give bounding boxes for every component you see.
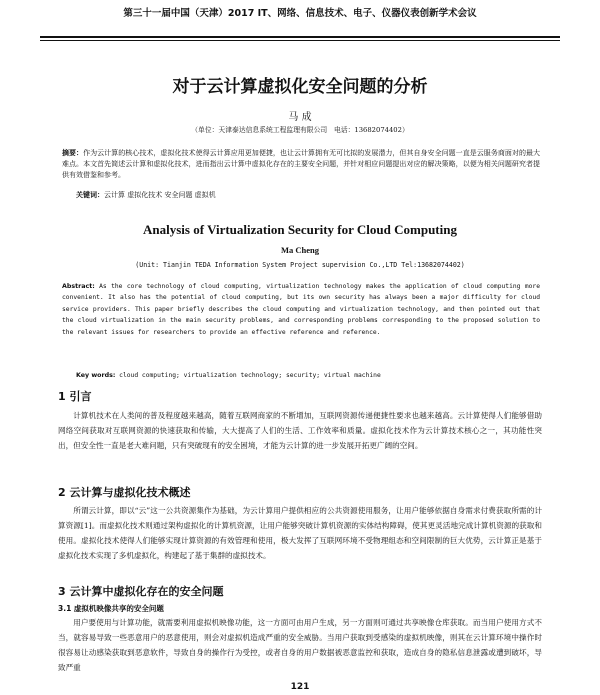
abstract-en-text: As the core technology of cloud computing, virtualization technology makes the application of cloud computing more convenient. It also has the potential of cloud computing, but its own security has always been a major difficulty for cloud service providers. This paper briefly describes the cloud computing and virtualization technology, and then pointed out that the cloud virtualization in the main security problems, and corresponding problems corresponding to the proposed solution to the relevant issues for researchers to provide an effective reference and reference.: [62, 283, 540, 336]
keywords-en: [76, 370, 546, 381]
header-rule: [40, 36, 560, 41]
affiliation-en: (Unit: Tianjin TEDA Information System Project supervision Co.,LTD Tel:13682074402): [135, 261, 465, 269]
abstract-cn-text: 作为云计算的核心技术，虚拟化技术使得云计算应用更加便捷，也让云计算拥有无可比拟的发展潜力，但其自身安全问题一直是云服务商面对的最大难点。本文首先简述云计算和虚拟化技术，进而指出云计算中虚拟化存在的主要安全问题，并针对相应问题提出对应的解决策略，以便为相关问题研究者提供有效借鉴和参考。: [62, 149, 541, 179]
abstract-en: [62, 281, 540, 338]
paper-title-en: Analysis of Virtualization Security for Cloud Computing: [143, 222, 457, 237]
author-cn: 马 成: [288, 112, 312, 123]
author-en: Ma Cheng: [280, 245, 319, 255]
section-2-paragraph: 所谓云计算，即以“云”这一公共资源集作为基础，为云计算用户提供相应的公共资源使用服务，让用户能够依据自身需求付费获取所需的计算资源[1]。而虚拟化技术则通过架构虚拟化的计算机资源，让用户能够突破计算机资源的实体结构障碍，使其更灵活地完成计算机资源的获取和使用。虚拟化技术使得人们能够实现计算资源的有效管理和使用，极大发挥了互联网环境不受物理组态和空间限制的巨大优势，云计算正是基于虚拟化技术实现了多机虚拟化，构建起了基于集群的虚拟技术。: [58, 506, 542, 560]
keywords-en-label: Key words:: [76, 372, 116, 379]
section-2-body: [58, 503, 542, 563]
section-2-heading: 2 云计算与虚拟化技术概述: [58, 486, 191, 499]
running-header: 第三十一届中国（天津）2017 IT、网络、信息技术、电子、仪器仪表创新学术会议: [123, 8, 477, 19]
keywords-cn-label: 关键词：: [76, 191, 104, 199]
section-1-heading: 1 引言: [58, 390, 92, 403]
abstract-en-label: Abstract:: [62, 283, 95, 290]
section-3-heading: 3 云计算中虚拟化存在的安全问题: [58, 585, 224, 598]
section-1-paragraph: 计算机技术在人类间的普及程度越来越高，随着互联网商家的不断增加，互联网资源传递便捷性要求也越来越高。云计算使得人们能够借助网络空间获取对互联网资源的快速获取和传输，大大提高了人们的生活、工作效率和质量。虚拟化技术作为云计算技术核心之一，其功能性突出，但安全性一直是老大难问题，只有突破现有的安全困境，才能为云计算的进一步发展开拓更广阔的空间。: [58, 411, 542, 450]
paper-title-cn: 对于云计算虚拟化安全问题的分析: [172, 77, 428, 97]
subsection-3-1-heading: 3.1 虚拟机映像共享的安全问题: [58, 604, 164, 613]
keywords-cn: [76, 190, 536, 201]
section-1-body: [58, 408, 542, 453]
abstract-cn: [62, 148, 540, 181]
affiliation-cn: （单位：天津泰达信息系统工程监理有限公司 电话：13682074402）: [191, 126, 409, 134]
keywords-en-text: cloud computing; virtualization technology; security; virtual machine: [119, 372, 381, 379]
subsection-3-1-paragraph: 用户要使用与计算功能，就需要利用虚拟机映像功能，这一方面可由用户生成，另一方面则可通过共享映像仓库获取。而当用户使用方式不当，就容易导致一些恶意用户的恶意使用，则会对虚拟机造成严重的安全威胁。当用户获取到受感染的虚拟机映像，则其在云计算环境中操作时很容易让动感染获取到恶意软件，导致自身的操作行为受控，或者自身的用户数据被恶意监控和获取，造成自身的隐私信息泄露或遭到破坏，导致严重: [58, 618, 542, 672]
keywords-cn-text: 云计算 虚拟化技术 安全问题 虚拟机: [104, 191, 216, 199]
abstract-cn-label: 摘要：: [62, 149, 84, 157]
page-number: 121: [290, 682, 310, 692]
subsection-3-1-body: [58, 615, 542, 675]
